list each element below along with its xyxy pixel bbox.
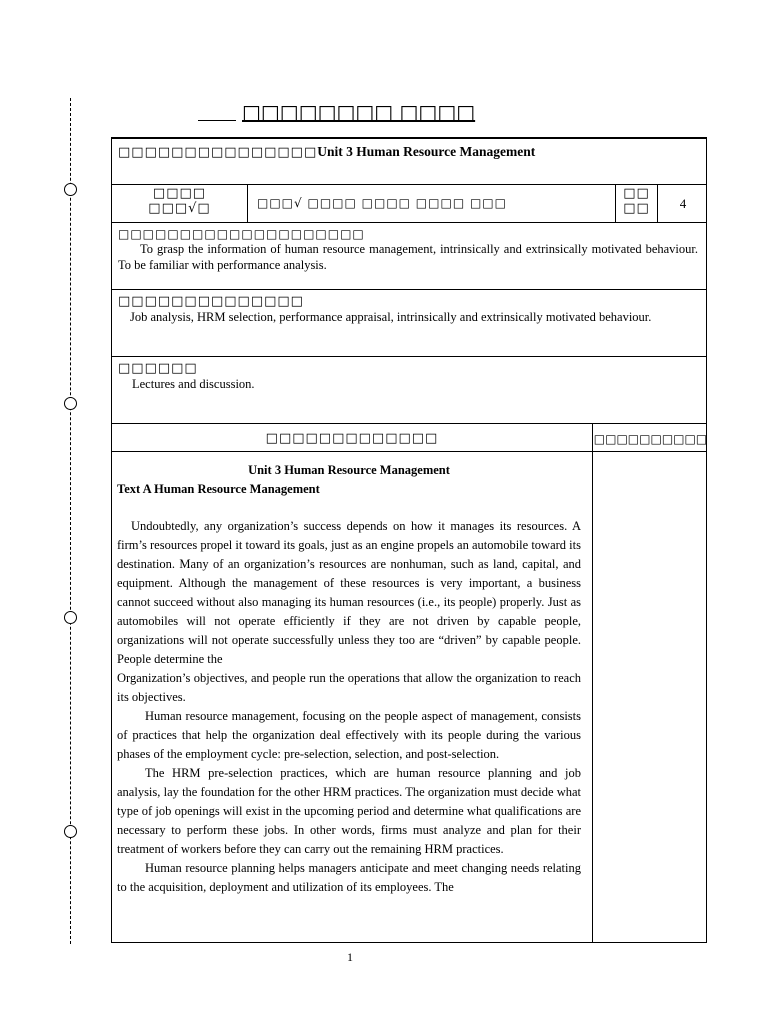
content-header-left: □□□□□□□□□□□□□ (265, 431, 439, 446)
content-paragraph: Undoubtedly, any organization’s success depends on how it manages its resources. A firm’s resources propel it toward its goals, just as an engine propels an automobile toward its destination. Many of an organization’s resources are nonhuman, such as land, capital, and equipment. Although the management of these resources is very important, a business cannot succeed without also managing its human resources (i.e., its people) properly. Just as automobiles will not operate efficiently if they are not driven by capable people, organizations will not operate successfully unless they too are “driven” by capable people. People determine the (117, 519, 581, 666)
content-paragraph: Human resource planning helps managers anticipate and meet changing needs relating to the acquisition, deployment and utilization of its employees. The (117, 861, 581, 894)
key-points-row (112, 290, 706, 357)
methods-row (112, 357, 706, 424)
hours-value: 4 (679, 196, 687, 211)
course-type-label: □□□□ (152, 186, 207, 201)
binding-line (70, 98, 71, 944)
notes-cell (592, 452, 708, 942)
objectives-label: □□□□□□□□□□□□□□□□□□□□ (118, 227, 365, 241)
binding-hole (64, 825, 77, 838)
content-body-row (112, 452, 706, 942)
binding-hole (64, 611, 77, 624)
teaching-content-cell (112, 452, 592, 942)
hours-label-cell (615, 185, 657, 222)
key-points-text: Job analysis, HRM selection, performance appraisal, intrinsically and extrinsically motivated behaviour. (130, 310, 652, 324)
course-type-options-cell (247, 185, 615, 222)
course-type-label: □□□√□ (148, 201, 211, 216)
unit-label: □□□□□□□□□□□□□□□ (118, 145, 318, 160)
content-paragraph: Organization’s objectives, and people run the operations that allow the organization to reach its objectives. (117, 671, 581, 704)
objectives-row (112, 223, 706, 290)
unit-title: Unit 3 Human Resource Management (317, 144, 536, 159)
content-subheading: Text A Human Resource Management (117, 482, 320, 496)
hours-label: □□ (623, 186, 650, 201)
page-title: □□□□□□□□ □□□□ (242, 100, 476, 124)
content-header-row (112, 424, 706, 452)
page-number: 1 (347, 950, 353, 964)
course-type-options: □□□√ □□□□ □□□□ □□□□ □□□ (257, 196, 507, 210)
content-paragraph: The HRM pre-selection practices, which are human resource planning and job analysis, lay the foundation for the other HRM practices. The organization must decide what type of job openings will exist in the upcoming period and determine what qualifications are necessary to perform these jobs. In other words, firms must analyze and plan for their treatment of workers before they can carry out the remaining HRM practices. (117, 766, 581, 856)
content-heading: Unit 3 Human Resource Management (248, 463, 450, 477)
content-paragraph: Human resource management, focusing on the people aspect of management, consists of practices that help the organization deal effectively with its people during the various phases of the employment cycle: pre-selection, selection, and post-selection. (117, 709, 581, 761)
hours-label: □□ (623, 201, 650, 216)
lesson-plan-table (111, 137, 707, 943)
content-header-left-cell (112, 424, 592, 451)
methods-text: Lectures and discussion. (132, 377, 255, 391)
key-points-label: □□□□□□□□□□□□□□ (118, 294, 304, 309)
course-type-label-cell (112, 185, 247, 222)
binding-hole (64, 183, 77, 196)
methods-label: □□□□□□ (118, 361, 198, 376)
title-underline (198, 120, 236, 121)
objectives-text: To grasp the information of human resource management, intrinsically and extrinsically motivated behaviour. To be familiar with performance analysis. (118, 242, 698, 272)
course-type-row (112, 185, 706, 223)
unit-row (112, 139, 706, 185)
content-header-right: □□□□□□□□□□ (593, 432, 708, 446)
binding-hole (64, 397, 77, 410)
hours-value-cell (657, 185, 708, 222)
content-header-right-cell (592, 424, 708, 451)
page-title-area (198, 98, 476, 128)
